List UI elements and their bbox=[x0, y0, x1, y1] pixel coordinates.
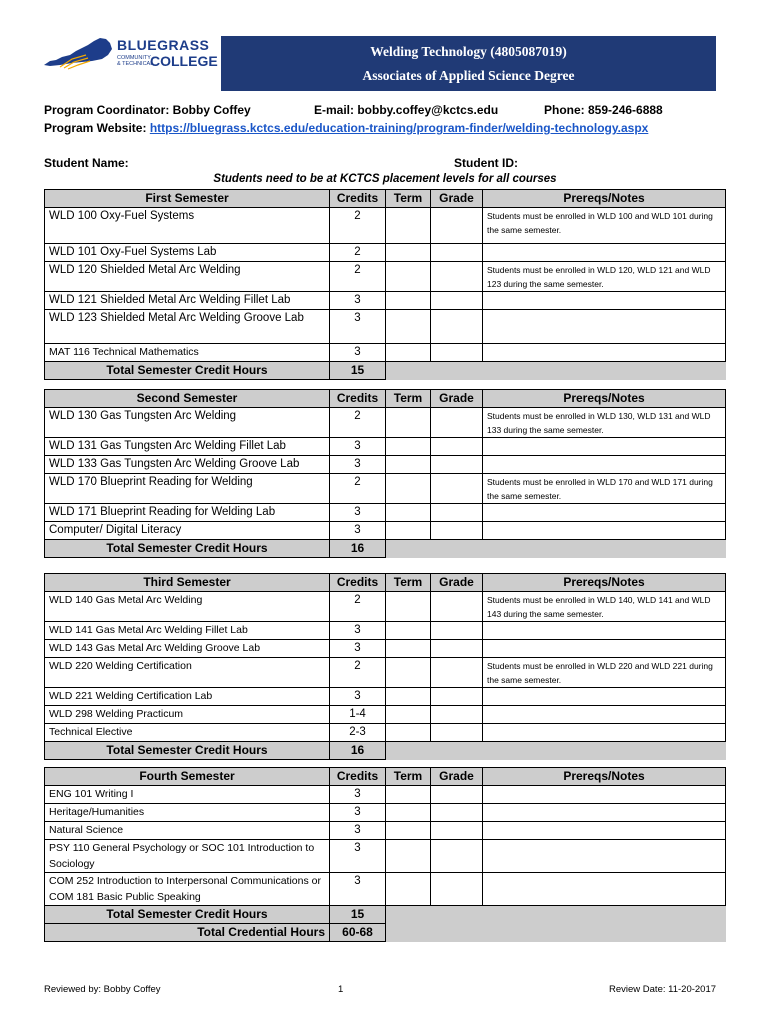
table-row: ENG 101 Writing I 3 bbox=[45, 786, 726, 804]
term-cell[interactable] bbox=[386, 208, 431, 244]
semester-total: 15 bbox=[330, 362, 386, 380]
term-cell[interactable] bbox=[386, 688, 431, 706]
table-header: Fourth Semester Credits Term Grade Prereqs/Notes bbox=[45, 768, 726, 786]
program-title: Welding Technology (4805087019) bbox=[370, 44, 567, 59]
grade-cell[interactable] bbox=[431, 208, 483, 244]
grade-cell[interactable] bbox=[431, 592, 483, 622]
table-row: WLD 171 Blueprint Reading for Welding Lab 3 bbox=[45, 504, 726, 522]
grade-cell[interactable] bbox=[431, 504, 483, 522]
total-row: Total Semester Credit Hours 16 bbox=[45, 742, 726, 760]
reviewed-by: Reviewed by: Bobby Coffey bbox=[44, 984, 161, 995]
table-row: WLD 131 Gas Tungsten Arc Welding Fillet Lab 3 bbox=[45, 438, 726, 456]
table-row: WLD 143 Gas Metal Arc Welding Groove Lab 3 bbox=[45, 640, 726, 658]
grade-cell[interactable] bbox=[431, 456, 483, 474]
table-row: WLD 133 Gas Tungsten Arc Welding Groove Lab 3 bbox=[45, 456, 726, 474]
semester-title: Fourth Semester bbox=[45, 768, 330, 786]
kentucky-shape-icon bbox=[42, 35, 114, 71]
table-header: Second Semester Credits Term Grade Prereqs/Notes bbox=[45, 390, 726, 408]
grade-cell[interactable] bbox=[431, 873, 483, 906]
total-row: Total Semester Credit Hours 15 bbox=[45, 362, 726, 380]
program-coordinator: Program Coordinator: Bobby Coffey bbox=[44, 103, 251, 117]
third-semester-table bbox=[44, 573, 726, 760]
semester-total: 16 bbox=[330, 742, 386, 760]
table-row: WLD 221 Welding Certification Lab 3 bbox=[45, 688, 726, 706]
table-header: Third Semester Credits Term Grade Prereqs/Notes bbox=[45, 574, 726, 592]
grade-cell[interactable] bbox=[431, 344, 483, 362]
table-row: WLD 123 Shielded Metal Arc Welding Groove Lab 3 bbox=[45, 310, 726, 344]
review-date: Review Date: 11-20-2017 bbox=[609, 984, 717, 995]
email: E-mail: bobby.coffey@kctcs.edu bbox=[314, 103, 499, 117]
grade-cell[interactable] bbox=[431, 786, 483, 804]
logo-text-bluegrass: BLUEGRASS bbox=[117, 37, 210, 53]
logo-text-college: COLLEGE bbox=[150, 53, 218, 69]
term-cell[interactable] bbox=[386, 724, 431, 742]
term-cell[interactable] bbox=[386, 474, 431, 504]
student-name-label: Student Name: bbox=[44, 156, 129, 170]
grade-cell[interactable] bbox=[431, 408, 483, 438]
grade-cell[interactable] bbox=[431, 262, 483, 292]
program-website bbox=[44, 121, 648, 135]
degree-title: Associates of Applied Science Degree bbox=[362, 68, 575, 83]
placement-note: Students need to be at KCTCS placement levels for all courses bbox=[213, 173, 557, 185]
table-row: PSY 110 General Psychology or SOC 101 Introduction to Sociology 3 bbox=[45, 840, 726, 873]
college-logo bbox=[42, 33, 217, 75]
table-row: Computer/ Digital Literacy 3 bbox=[45, 522, 726, 540]
website-label: Program Website: bbox=[44, 121, 150, 135]
term-cell[interactable] bbox=[386, 840, 431, 873]
term-cell[interactable] bbox=[386, 786, 431, 804]
term-cell[interactable] bbox=[386, 456, 431, 474]
grade-cell[interactable] bbox=[431, 438, 483, 456]
table-row: MAT 116 Technical Mathematics 3 bbox=[45, 344, 726, 362]
grade-cell[interactable] bbox=[431, 724, 483, 742]
semester-title: Third Semester bbox=[45, 574, 330, 592]
term-cell[interactable] bbox=[386, 262, 431, 292]
title-banner bbox=[221, 36, 716, 91]
term-cell[interactable] bbox=[386, 873, 431, 906]
term-cell[interactable] bbox=[386, 804, 431, 822]
phone: Phone: 859-246-6888 bbox=[544, 103, 663, 117]
grade-cell[interactable] bbox=[431, 840, 483, 873]
table-header: First Semester Credits Term Grade Prereqs/Notes bbox=[45, 190, 726, 208]
term-cell[interactable] bbox=[386, 244, 431, 262]
grade-cell[interactable] bbox=[431, 292, 483, 310]
website-link[interactable]: https://bluegrass.kctcs.edu/education-training/program-finder/welding-technology.aspx bbox=[149, 121, 649, 135]
table-row: Technical Elective 2-3 bbox=[45, 724, 726, 742]
grade-cell[interactable] bbox=[431, 244, 483, 262]
total-row: Total Semester Credit Hours 15 bbox=[45, 906, 726, 924]
grade-cell[interactable] bbox=[431, 688, 483, 706]
grade-cell[interactable] bbox=[431, 804, 483, 822]
table-row: Natural Science 3 bbox=[45, 822, 726, 840]
grade-cell[interactable] bbox=[431, 310, 483, 344]
grade-cell[interactable] bbox=[431, 658, 483, 688]
table-row: WLD 220 Welding Certification 2 Students must be enrolled in WLD 220 and WLD 221 during the same semester. bbox=[45, 658, 726, 688]
credential-total: 60-68 bbox=[330, 924, 386, 942]
logo-text-community: COMMUNITY & TECHNICAL bbox=[117, 55, 154, 67]
credential-row: Total Credential Hours 60-68 bbox=[45, 924, 726, 942]
table-row: COM 252 Introduction to Interpersonal Communications or COM 181 Basic Public Speaking 3 bbox=[45, 873, 726, 906]
grade-cell[interactable] bbox=[431, 822, 483, 840]
student-id-label: Student ID: bbox=[454, 156, 518, 170]
table-row: WLD 140 Gas Metal Arc Welding 2 Students must be enrolled in WLD 140, WLD 141 and WLD 143 during the same semester. bbox=[45, 592, 726, 622]
table-row: WLD 141 Gas Metal Arc Welding Fillet Lab 3 bbox=[45, 622, 726, 640]
grade-cell[interactable] bbox=[431, 474, 483, 504]
term-cell[interactable] bbox=[386, 292, 431, 310]
term-cell[interactable] bbox=[386, 522, 431, 540]
table-row: WLD 100 Oxy-Fuel Systems 2 Students must be enrolled in WLD 100 and WLD 101 during the same semester. bbox=[45, 208, 726, 244]
term-cell[interactable] bbox=[386, 438, 431, 456]
term-cell[interactable] bbox=[386, 822, 431, 840]
table-row: WLD 130 Gas Tungsten Arc Welding 2 Students must be enrolled in WLD 130, WLD 131 and WLD 133 during the same semester. bbox=[45, 408, 726, 438]
table-row: WLD 298 Welding Practicum 1-4 bbox=[45, 706, 726, 724]
table-row: WLD 101 Oxy-Fuel Systems Lab 2 bbox=[45, 244, 726, 262]
grade-cell[interactable] bbox=[431, 640, 483, 658]
term-cell[interactable] bbox=[386, 640, 431, 658]
grade-cell[interactable] bbox=[431, 522, 483, 540]
term-cell[interactable] bbox=[386, 622, 431, 640]
term-cell[interactable] bbox=[386, 344, 431, 362]
semester-title: Second Semester bbox=[45, 390, 330, 408]
fourth-semester-table bbox=[44, 767, 726, 942]
term-cell[interactable] bbox=[386, 310, 431, 344]
term-cell[interactable] bbox=[386, 658, 431, 688]
grade-cell[interactable] bbox=[431, 622, 483, 640]
second-semester-table bbox=[44, 389, 726, 558]
semester-total: 15 bbox=[330, 906, 386, 924]
semester-total: 16 bbox=[330, 540, 386, 558]
first-semester-table bbox=[44, 189, 726, 380]
grade-cell[interactable] bbox=[431, 706, 483, 724]
term-cell[interactable] bbox=[386, 408, 431, 438]
term-cell[interactable] bbox=[386, 592, 431, 622]
table-row: WLD 170 Blueprint Reading for Welding 2 Students must be enrolled in WLD 170 and WLD 171 during the same semester. bbox=[45, 474, 726, 504]
page-number: 1 bbox=[338, 984, 344, 995]
term-cell[interactable] bbox=[386, 706, 431, 724]
term-cell[interactable] bbox=[386, 504, 431, 522]
table-row: Heritage/Humanities 3 bbox=[45, 804, 726, 822]
semester-title: First Semester bbox=[45, 190, 330, 208]
total-row: Total Semester Credit Hours 16 bbox=[45, 540, 726, 558]
table-row: WLD 120 Shielded Metal Arc Welding 2 Students must be enrolled in WLD 120, WLD 121 and WLD 123 during the same semester. bbox=[45, 262, 726, 292]
table-row: WLD 121 Shielded Metal Arc Welding Fillet Lab 3 bbox=[45, 292, 726, 310]
